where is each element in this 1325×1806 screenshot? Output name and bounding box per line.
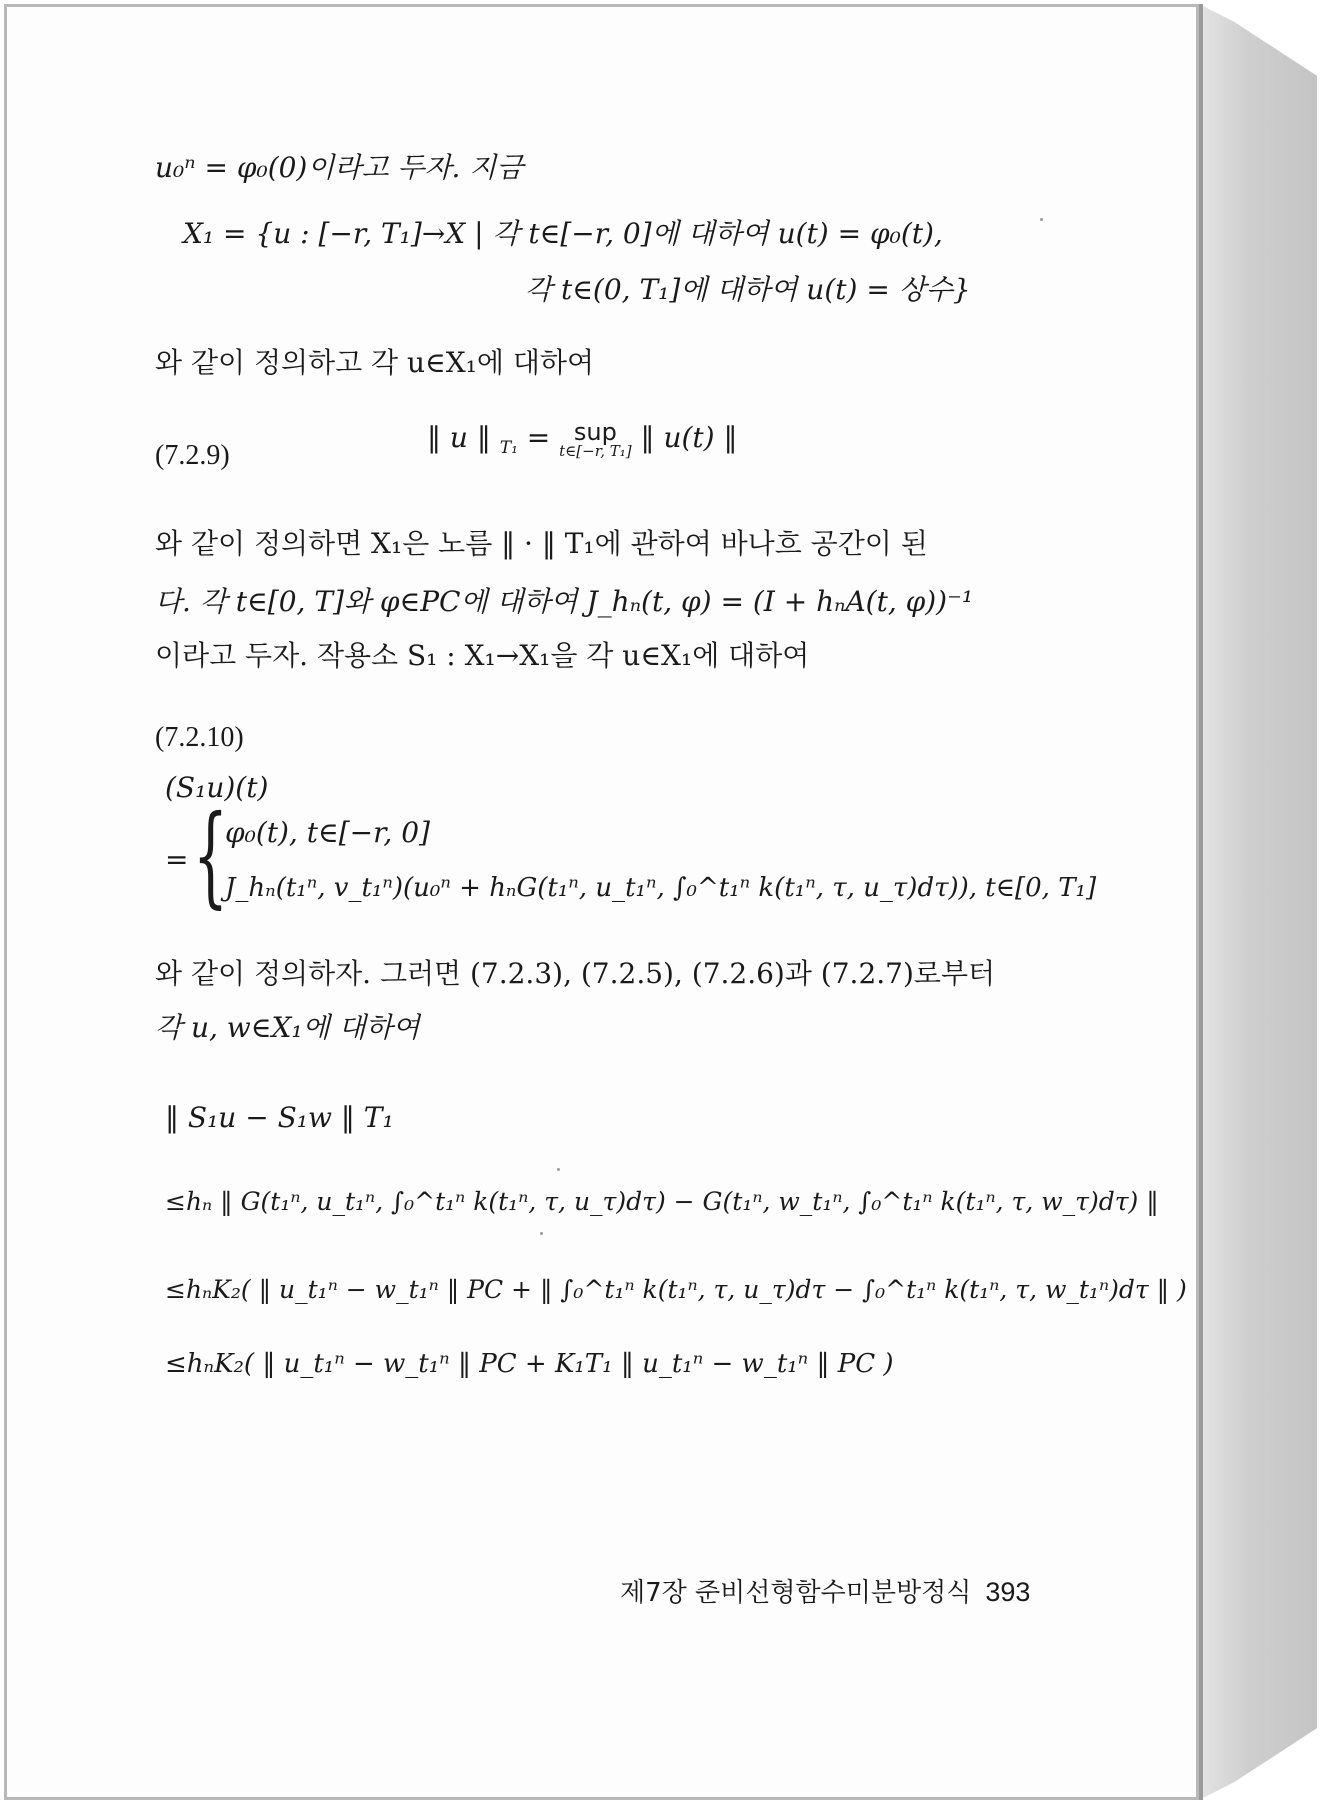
piecewise-case-1: φ₀(t), t∈[−r, 0] (225, 816, 430, 849)
sup-subscript: t∈[−r, T₁] (559, 442, 632, 460)
norm-subscript: T₁ (499, 438, 518, 458)
scan-speck (557, 1168, 560, 1171)
sup-label: sup (573, 418, 617, 446)
text-line-7: 다. 각 t∈[0, T]와 φ∈PC에 대하여 J_hₙ(t, φ) = (I + hₙA(t, φ))⁻¹ (155, 585, 974, 618)
inequality-line-1: ‖ S₁u − S₁w ‖ T₁ (165, 1101, 394, 1134)
piecewise-case-2: J_hₙ(t₁ⁿ, v_t₁ⁿ)(u₀ⁿ + hₙG(t₁ⁿ, u_t₁ⁿ, ∫₀^t₁ⁿ k(t₁ⁿ, τ, u_τ)dτ)), t∈[0, T₁] (225, 873, 1097, 903)
equation-lhs-S1u: (S₁u)(t) (165, 771, 269, 804)
equation-label-7-2-10: (7.2.10) (155, 722, 244, 753)
text-line-3: 각 t∈(0, T₁]에 대하여 u(t) = 상수} (525, 273, 971, 306)
text-line-6: 와 같이 정의하면 X₁은 노름 ‖ · ‖ T₁에 관하여 바나흐 공간이 된 (155, 527, 928, 560)
text-line-1: u₀ⁿ = φ₀(0)이라고 두자. 지금 (155, 151, 524, 184)
equals-sign-piecewise: = (165, 843, 189, 876)
page-number: 393 (985, 1577, 1031, 1607)
equation-label-7-2-9: (7.2.9) (155, 440, 230, 471)
page-spine-line (1199, 4, 1203, 1800)
equals-sign: = (517, 421, 560, 454)
scan-speck (1040, 218, 1043, 221)
inequality-line-3: ≤hₙK₂( ‖ u_t₁ⁿ − w_t₁ⁿ ‖ PC + ‖ ∫₀^t₁ⁿ k(t₁ⁿ, τ, u_τ)dτ − ∫₀^t₁ⁿ k(t₁ⁿ, τ, w_t₁ⁿ)dτ ‖ ) (165, 1275, 1187, 1304)
page-stack-edge (1199, 4, 1317, 1800)
text-line-2: X₁ = {u : [−r, T₁]→X | 각 t∈[−r, 0]에 대하여 u(t) = φ₀(t), (183, 217, 943, 250)
scan-speck (540, 1232, 543, 1235)
equation-7-2-9 (427, 420, 737, 480)
left-brace: { (193, 791, 228, 919)
sup-operator (559, 420, 631, 459)
text-line-14: 각 u, w∈X₁에 대하여 (155, 1011, 420, 1044)
chapter-title: 제7장 준비선형함수미분방정식 (620, 1578, 972, 1608)
inequality-line-4: ≤hₙK₂( ‖ u_t₁ⁿ − w_t₁ⁿ ‖ PC + K₁T₁ ‖ u_t₁ⁿ − w_t₁ⁿ ‖ PC ) (165, 1349, 894, 1379)
text-line-4: 와 같이 정의하고 각 u∈X₁에 대하여 (155, 346, 594, 379)
norm-rhs: ‖ u(t) ‖ (640, 421, 738, 454)
inequality-line-2: ≤hₙ ‖ G(t₁ⁿ, u_t₁ⁿ, ∫₀^t₁ⁿ k(t₁ⁿ, τ, u_τ)dτ) − G(t₁ⁿ, w_t₁ⁿ, ∫₀^t₁ⁿ k(t₁ⁿ, τ, w_τ)dτ) ‖ (165, 1187, 1159, 1216)
text-line-13: 와 같이 정의하자. 그러면 (7.2.3), (7.2.5), (7.2.6)과 (7.2.7)로부터 (155, 957, 996, 990)
norm-lhs: ‖ u ‖ (427, 421, 500, 454)
page-footer (620, 1572, 1030, 1609)
text-line-8: 이라고 두자. 작용소 S₁ : X₁→X₁을 각 u∈X₁에 대하여 (155, 639, 810, 672)
